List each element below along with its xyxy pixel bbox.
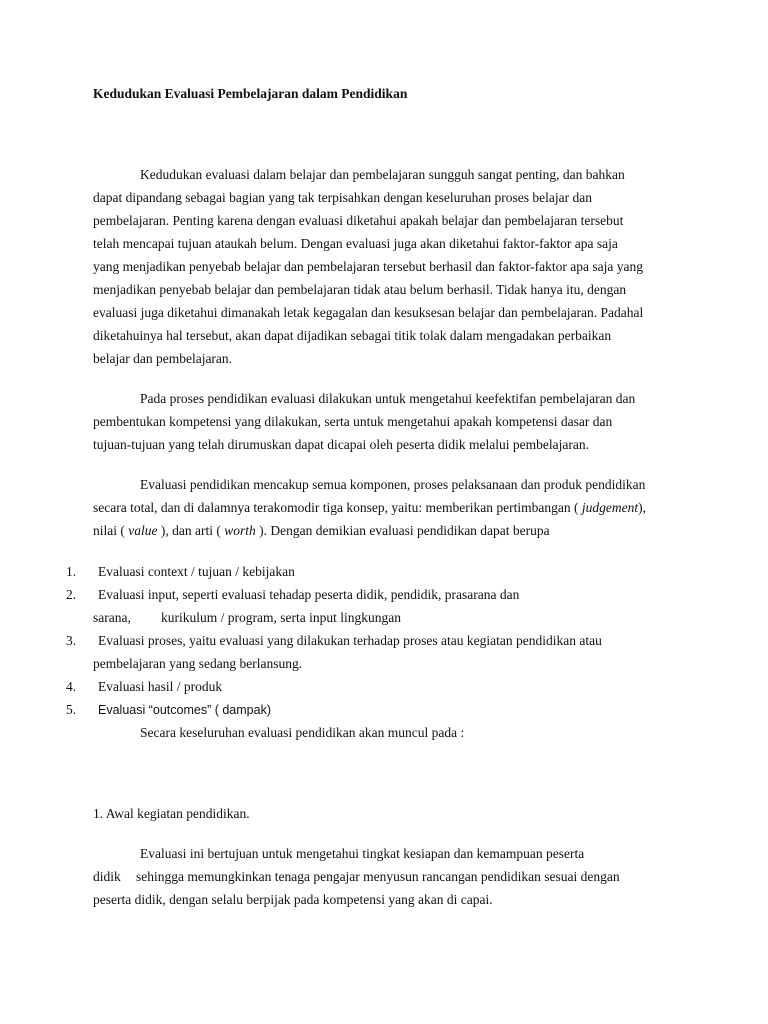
paragraph-line: dapat dipandang sebagai bagian yang tak terpisahkan dengan keseluruhan proses belajar dan: [93, 190, 592, 205]
document-title: Kedudukan Evaluasi Pembelajaran dalam Pendidikan: [93, 86, 408, 101]
paragraph-line: belajar dan pembelajaran.: [93, 351, 233, 366]
list-item-continuation: kurikulum / program, serta input lingkungan: [161, 610, 401, 625]
paragraph-line: evaluasi juga diketahui dimanakah letak kegagalan dan kesuksesan belajar dan pembelajaran. Padahal: [93, 305, 644, 320]
summary-line: Secara keseluruhan evaluasi pendidikan akan muncul pada :: [140, 725, 465, 740]
emphasis-judgement: judgement: [581, 500, 639, 515]
list-number: 4.: [66, 679, 77, 694]
list-number: 3.: [66, 633, 77, 648]
paragraph-line: Evaluasi ini bertujuan untuk mengetahui tingkat kesiapan dan kemampuan peserta: [140, 846, 585, 861]
paragraph-line: peserta didik, dengan selalu berpijak pada kompetensi yang akan di capai.: [93, 892, 493, 907]
paragraph-line: telah mencapai tujuan ataukah belum. Dengan evaluasi juga akan diketahui faktor-faktor apa saja: [93, 236, 618, 251]
text-run: ). Dengan demikian evaluasi pendidikan dapat berupa: [255, 523, 550, 538]
paragraph-line: sehingga memungkinkan tenaga pengajar menyusun rancangan pendidikan sesuai dengan: [136, 869, 620, 884]
paragraph-line: tujuan-tujuan yang telah dirumuskan dapat dicapai oleh peserta didik melalui pembelajaran.: [93, 437, 589, 452]
list-item-continuation: sarana,: [93, 610, 131, 625]
paragraph-line: Evaluasi pendidikan mencakup semua komponen, proses pelaksanaan dan produk pendidikan: [140, 477, 646, 492]
list-number: 5.: [66, 702, 77, 717]
list-item: Evaluasi proses, yaitu evaluasi yang dilakukan terhadap proses atau kegiatan pendidikan atau: [98, 633, 602, 648]
paragraph-line: pembentukan kompetensi yang dilakukan, serta untuk mengetahui apakah kompetensi dasar dan: [93, 414, 613, 429]
text-run: nilai (: [93, 523, 129, 538]
list-item-continuation: pembelajaran yang sedang berlansung.: [93, 656, 303, 671]
paragraph-line: diketahuinya hal tersebut, akan dapat dijadikan sebagai titik tolak dalam mengadakan perbaikan: [93, 328, 612, 343]
list-number: 1.: [66, 564, 77, 579]
paragraph-line: Pada proses pendidikan evaluasi dilakukan untuk mengetahui keefektifan pembelajaran dan: [140, 391, 636, 406]
paragraph-line: [93, 523, 550, 539]
paragraph-line: pembelajaran. Penting karena dengan evaluasi diketahui apakah belajar dan pembelajaran tersebut: [93, 213, 624, 228]
text-run: ), dan arti (: [157, 523, 225, 538]
paragraph-line: Kedudukan evaluasi dalam belajar dan pembelajaran sungguh sangat penting, dan bahkan: [140, 167, 625, 182]
list-number: 2.: [66, 587, 77, 602]
emphasis-worth: worth: [224, 523, 256, 538]
paragraph-line: menjadikan penyebab belajar dan pembelajaran tidak atau belum berhasil. Tidak hanya itu, dengan: [93, 282, 627, 297]
section-heading: 1. Awal kegiatan pendidikan.: [93, 806, 250, 821]
list-item: Evaluasi “outcomes” ( dampak): [98, 703, 271, 717]
list-item: Evaluasi hasil / produk: [98, 679, 223, 694]
text-run: secara total, dan di dalamnya terakomodir tiga konsep, yaitu: memberikan pertimbangan (: [93, 500, 582, 515]
text-run: ),: [638, 500, 646, 515]
paragraph-line: didik: [93, 869, 121, 884]
list-item: Evaluasi input, seperti evaluasi tehadap peserta didik, pendidik, prasarana dan: [98, 587, 520, 602]
list-item: Evaluasi context / tujuan / kebijakan: [98, 564, 295, 579]
paragraph-line: yang menjadikan penyebab belajar dan pembelajaran tersebut berhasil dan faktor-faktor apa saja yang: [93, 259, 643, 274]
paragraph-line: [93, 500, 646, 516]
emphasis-value: value: [128, 523, 158, 538]
